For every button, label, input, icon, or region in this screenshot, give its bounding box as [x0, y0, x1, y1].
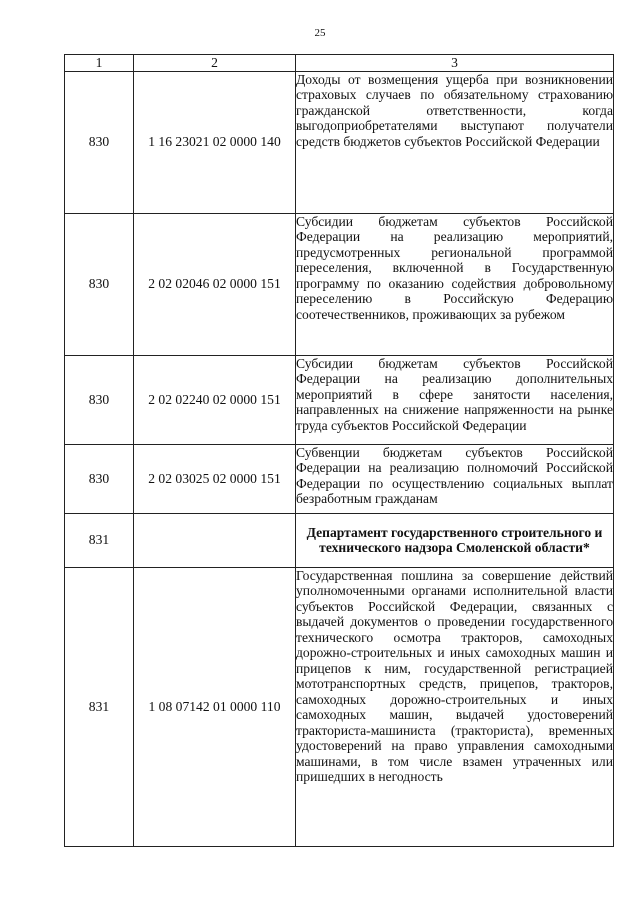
department-row — [65, 513, 614, 567]
column-header-3: 3 — [296, 55, 614, 72]
budget-code-cell — [134, 513, 296, 567]
column-header-2: 2 — [134, 55, 296, 72]
column-header-1: 1 — [65, 55, 134, 72]
budget-code-cell: 2 02 03025 02 0000 151 — [134, 444, 296, 513]
admin-code-cell: 830 — [65, 444, 134, 513]
description-cell: Субсидии бюджетам субъектов Российской Федерации на реализацию мероприятий, предусмотренных региональной программой переселения, включенной в Государственную программу по оказанию содействия добровольному переселению в Российскую Федерацию соотечественников, проживающих за рубежом — [296, 213, 614, 355]
table-header-row — [65, 55, 614, 72]
budget-code-cell: 2 02 02240 02 0000 151 — [134, 355, 296, 444]
table-row — [65, 213, 614, 355]
admin-code-cell: 830 — [65, 213, 134, 355]
table-row — [65, 444, 614, 513]
admin-code-cell: 830 — [65, 355, 134, 444]
page-number: 25 — [314, 27, 326, 39]
budget-classification-table — [64, 54, 614, 847]
budget-code-cell: 1 08 07142 01 0000 110 — [134, 567, 296, 846]
table-row — [65, 355, 614, 444]
admin-code-cell: 831 — [65, 567, 134, 846]
budget-code-cell: 2 02 02046 02 0000 151 — [134, 213, 296, 355]
description-cell: Доходы от возмещения ущерба при возникновении страховых случаев по обязательному страхованию гражданской ответственности, когда выгодоприобретателями выступают получатели средств бюджетов субъектов Российской Федерации — [296, 71, 614, 213]
budget-code-cell: 1 16 23021 02 0000 140 — [134, 71, 296, 213]
description-cell: Субвенции бюджетам субъектов Российской Федерации на реализацию полномочий Российской Федерации по осуществлению социальных выплат безработным гражданам — [296, 444, 614, 513]
description-cell: Субсидии бюджетам субъектов Российской Федерации на реализацию дополнительных мероприятий в сфере занятости населения, направленных на снижение напряженности на рынке труда субъектов Российской Федерации — [296, 355, 614, 444]
table-row — [65, 71, 614, 213]
table-row — [65, 567, 614, 846]
admin-code-cell: 831 — [65, 513, 134, 567]
department-title: Департамент государственного строительного и технического надзора Смоленской области* — [296, 513, 614, 567]
description-cell: Государственная пошлина за совершение действий уполномоченными органами исполнительной власти субъектов Российской Федерации, связанных с выдачей документов о проведении государственного технического осмотра тракторов, самоходных дорожно-строительных и иных самоходных машин и прицепов к ним, государственной регистрацией мототранспортных средств, прицепов, тракторов, самоходных дорожно-строительных и иных самоходных машин, выдачей удостоверений тракториста-машиниста (тракториста), временных удостоверений на право управления самоходными машинами, в том числе взамен утраченных или пришедших в негодность — [296, 567, 614, 846]
admin-code-cell: 830 — [65, 71, 134, 213]
